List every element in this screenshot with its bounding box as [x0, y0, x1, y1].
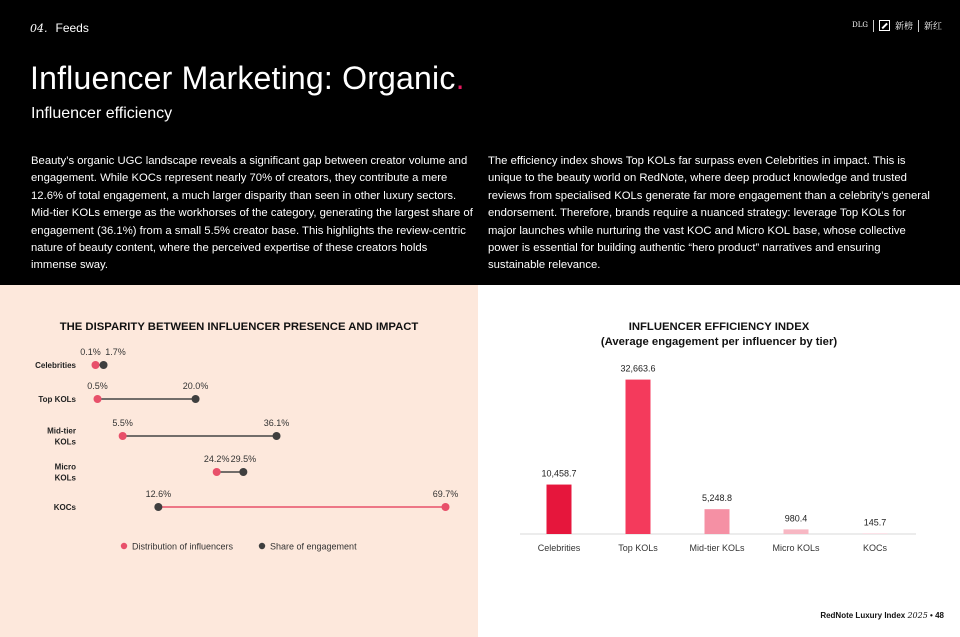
- row-label-top-kols: [38, 395, 76, 404]
- label-engagement-micro-kols: 29.5%: [230, 454, 257, 464]
- category-label-celebrities: Celebrities: [537, 543, 581, 553]
- label-distribution-celebrities: 0.1%: [80, 347, 101, 357]
- disparity-chart-title: THE DISPARITY BETWEEN INFLUENCER PRESENCE AND IMPACT: [59, 321, 419, 333]
- label-engagement-mid-tier-kols: 36.1%: [263, 418, 290, 428]
- dot-engagement-micro-kols: [239, 468, 247, 476]
- category-label-mid-tier-kols: Mid-tier KOLs: [689, 543, 745, 553]
- value-label-mid-tier-kols: 5,248.8: [701, 493, 733, 504]
- row-label-line: Micro: [54, 462, 76, 472]
- row-label-line: Mid-tier: [47, 426, 76, 436]
- value-label-top-kols: 32,663.6: [620, 363, 656, 374]
- dot-engagement-celebrities: [100, 361, 108, 369]
- label-engagement-kocs: 12.6%: [145, 489, 172, 499]
- row-label-line: Top KOLs: [38, 395, 76, 404]
- bar-mid-tier-kols: [705, 509, 730, 534]
- row-label-line: KOLs: [54, 473, 76, 483]
- page-title: [30, 60, 465, 97]
- dlg-logo-text: DLG: [852, 21, 868, 29]
- row-label-micro-kols: [55, 463, 77, 483]
- dot-distribution-celebrities: [92, 361, 100, 369]
- bar-celebrities: [547, 485, 572, 534]
- efficiency-chart-panel: [478, 285, 960, 637]
- category-label-micro-kols: Micro KOLs: [772, 543, 820, 553]
- value-label-kocs: 145.7: [863, 517, 887, 528]
- legend-dot-distribution: [121, 543, 127, 549]
- efficiency-chart-subtitle: (Average engagement per influencer by tier): [600, 336, 838, 348]
- page-number: 48: [935, 611, 944, 620]
- disparity-dumbbell-chart: [0, 285, 478, 637]
- page-title-text: Influencer Marketing: Organic: [30, 60, 456, 96]
- category-label-kocs: KOCs: [862, 543, 888, 553]
- section-name: Feeds: [55, 21, 89, 35]
- row-label-kocs: [54, 503, 77, 512]
- label-distribution-mid-tier-kols: 5.5%: [112, 418, 133, 428]
- dot-engagement-mid-tier-kols: [273, 432, 281, 440]
- dlg-logo: [852, 22, 868, 29]
- label-distribution-kocs: 69.7%: [432, 489, 459, 499]
- dot-engagement-top-kols: [192, 395, 200, 403]
- disparity-chart-panel: [0, 285, 478, 637]
- page-subtitle: Influencer efficiency: [31, 105, 173, 122]
- hero-section: [0, 0, 960, 285]
- legend-label-distribution: Distribution of influencers: [132, 541, 234, 552]
- dot-distribution-micro-kols: [213, 468, 221, 476]
- logo-divider: [918, 20, 919, 32]
- row-label-line: KOLs: [54, 437, 76, 447]
- legend-dot-engagement: [259, 543, 265, 549]
- efficiency-bar-chart: [478, 285, 960, 637]
- label-distribution-micro-kols: 24.2%: [203, 454, 230, 464]
- label-engagement-top-kols: 20.0%: [182, 381, 209, 391]
- body-paragraph-right: The efficiency index shows Top KOLs far surpass even Celebrities in impact. This is unique to the beauty world on RedNote, where deep product knowledge and trusted reviews from specialised KOLs generate far more engagement than a celebrity’s general endorsement. Therefore, brands require a nuanced strategy: leverage Top KOLs for major launches while nurturing the vast KOC and Micro KOL base, whose collective power is essential for building authentic “hero product” narratives and ensuring sustainable relevance.: [488, 155, 930, 272]
- value-label-celebrities: 10,458.7: [541, 468, 577, 479]
- section-number: 04.: [30, 22, 48, 35]
- row-label-line: KOCs: [53, 503, 76, 512]
- dot-distribution-mid-tier-kols: [119, 432, 127, 440]
- category-label-top-kols: Top KOLs: [618, 543, 658, 553]
- value-label-micro-kols: 980.4: [784, 513, 808, 524]
- page-footer: [820, 611, 944, 620]
- logo-divider: [873, 20, 874, 32]
- dot-engagement-kocs: [154, 503, 162, 511]
- label-engagement-celebrities: 1.7%: [105, 347, 126, 357]
- dot-distribution-top-kols: [94, 395, 102, 403]
- efficiency-chart-title-text: INFLUENCER EFFICIENCY INDEX: [628, 321, 810, 333]
- row-label-mid-tier-kols: [47, 427, 76, 447]
- partner-logos: [852, 19, 942, 32]
- section-tag: [30, 21, 89, 35]
- legend-label-engagement: Share of engagement: [270, 541, 357, 552]
- bar-top-kols: [626, 380, 651, 534]
- report-year: 2025: [907, 611, 928, 620]
- title-accent-dot: .: [455, 60, 465, 96]
- footer-separator: •: [930, 611, 933, 620]
- row-label-line: Celebrities: [35, 361, 76, 370]
- label-distribution-top-kols: 0.5%: [87, 381, 108, 391]
- bar-kocs: [863, 533, 888, 534]
- report-name: RedNote Luxury Index: [820, 611, 906, 620]
- body-paragraph-left: Beauty’s organic UGC landscape reveals a significant gap between creator volume and engagement. While KOCs represent nearly 70% of creators, they contribute a mere 12.6% of total engagement, a much larger disparity than seen in other luxury sectors. Mid-tier KOLs emerge as the workhorses of the category, generating the largest share of engagement (36.1%) from a small 5.5% creator base. This highlights the review-centric nature of beauty content, where the perceived expertise of these creators holds immense sway.: [31, 155, 473, 272]
- dot-distribution-kocs: [441, 503, 449, 511]
- xinbang-logo-icon: [879, 20, 890, 31]
- row-label-celebrities: [35, 361, 76, 370]
- bar-micro-kols: [784, 529, 809, 534]
- xinbang-logo-text: 新榜: [894, 21, 913, 31]
- xinhong-logo-text: 新红: [923, 21, 942, 31]
